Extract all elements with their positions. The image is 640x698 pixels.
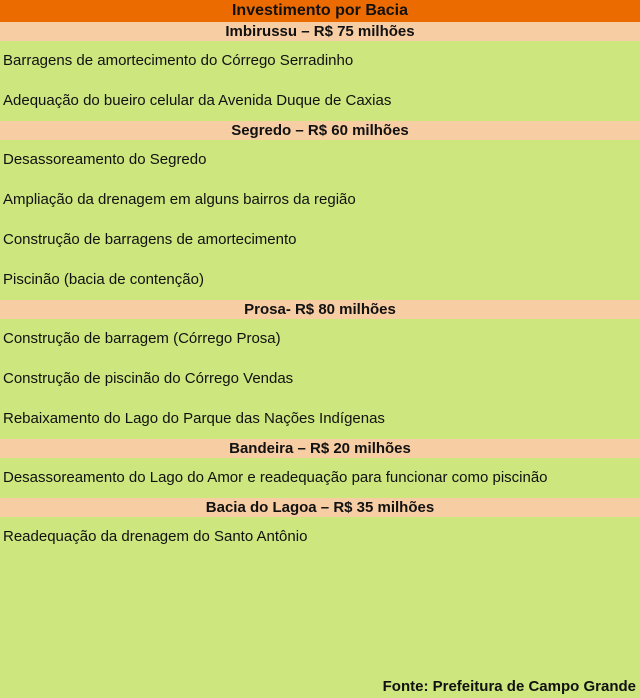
- page-title: Investimento por Bacia: [0, 0, 640, 22]
- basin-section-imbirussu: [0, 22, 640, 121]
- source-credit: Fonte: Prefeitura de Campo Grande: [382, 678, 636, 695]
- list-item: Desassoreamento do Segredo: [3, 151, 207, 168]
- list-item: Barragens de amortecimento do Córrego Serradinho: [3, 52, 354, 69]
- basin-header-prosa: Prosa- R$ 80 milhões: [0, 300, 640, 319]
- list-item: Construção de piscinão do Córrego Vendas: [3, 370, 294, 387]
- list-item: Construção de barragens de amortecimento: [3, 231, 297, 248]
- basin-header-segredo: Segredo – R$ 60 milhões: [0, 121, 640, 140]
- list-item: Desassoreamento do Lago do Amor e readequação para funcionar como piscinão: [3, 469, 548, 486]
- list-item: Ampliação da drenagem em alguns bairros da região: [3, 191, 356, 208]
- list-item: Rebaixamento do Lago do Parque das Nações Indígenas: [3, 410, 385, 427]
- basin-header-imbirussu: Imbirussu – R$ 75 milhões: [0, 22, 640, 41]
- basin-section-segredo: [0, 121, 640, 300]
- list-item: Adequação do bueiro celular da Avenida Duque de Caxias: [3, 92, 392, 109]
- basin-section-bandeira: [0, 439, 640, 498]
- list-item: Readequação da drenagem do Santo Antônio: [3, 528, 308, 545]
- list-item: Construção de barragem (Córrego Prosa): [3, 330, 281, 347]
- basin-header-lagoa: Bacia do Lagoa – R$ 35 milhões: [0, 498, 640, 517]
- basin-section-prosa: [0, 300, 640, 439]
- basin-section-lagoa: [0, 498, 640, 557]
- list-item: Piscinão (bacia de contenção): [3, 271, 204, 288]
- basin-header-bandeira: Bandeira – R$ 20 milhões: [0, 439, 640, 458]
